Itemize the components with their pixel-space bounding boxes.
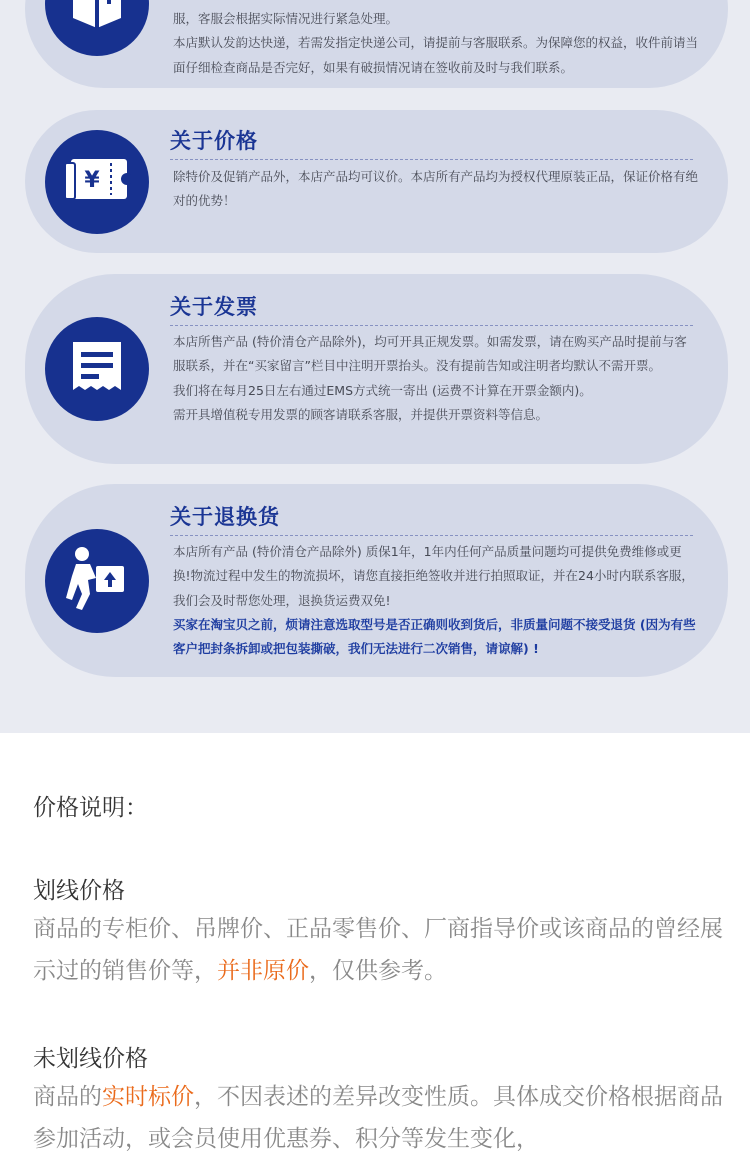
returns-text (173, 540, 698, 661)
card-paragraph: 服，客服会根据实际情况进行紧急处理。 (173, 11, 399, 26)
package-box-icon (65, 0, 129, 38)
divider (170, 325, 693, 326)
strike-price-title: 划线价格 (33, 878, 125, 904)
desc-text: 商品的 (33, 1084, 102, 1110)
card-paragraph: 本店默认发韵达快递，若需发指定快递公司，请提前与客服联系。为保障您的权益，收件前请当面仔细检查商品是否完好，如果有破损情况请在签收前及时与我们联系。 (173, 35, 699, 75)
price-heading: 价格说明： (33, 795, 148, 821)
price-icon-circle (45, 130, 149, 234)
returns-card-title: 关于退换货 (170, 505, 280, 529)
desc-text: ，不因表述的差异改变性质。具体成交价格根据商品参加活动，或会员使用优惠券、积分等发生变化， (33, 1084, 723, 1152)
highlight-text: 实时标价 (102, 1084, 194, 1110)
card-paragraph: 本店所售产品 (特价清仓产品除外)，均可开具正规发票。如需发票，请在购买产品时提前与客服联系，并在“买家留言”栏目中注明开票抬头。没有提前告知或注明者均默认不需开票。 (173, 334, 687, 374)
strike-price-desc (33, 908, 723, 992)
invoice-text (173, 330, 698, 427)
shipping-text (173, 7, 698, 80)
svg-text:¥: ¥ (84, 168, 100, 193)
shipping-icon-circle (45, 0, 149, 56)
divider (170, 159, 693, 160)
yen-ticket-icon (63, 155, 131, 209)
price-card (25, 110, 728, 253)
unstrike-price-desc (33, 1076, 723, 1160)
card-paragraph: 本店所有产品 (特价清仓产品除外) 质保1年，1年内任何产品质量问题均可提供免费维修或更换!物流过程中发生的物流损坏，请您直接拒绝签收并进行拍照取证，并在24小时内联系客服，我们会及时帮您处理，退换货运费双免! (173, 544, 694, 608)
return-delivery-icon (62, 544, 132, 618)
unstrike-price-title: 未划线价格 (33, 1046, 148, 1072)
returns-card (25, 484, 728, 677)
invoice-card-title: 关于发票 (170, 295, 258, 319)
invoice-card (25, 274, 728, 464)
card-paragraph: 我们将在每月25日左右通过EMS方式统一寄出 (运费不计算在开票金额内)。 (173, 382, 592, 398)
invoice-receipt-icon (69, 338, 125, 400)
card-paragraph: 需开具增值税专用发票的顾客请联系客服，并提供开票资料等信息。 (173, 406, 549, 422)
price-explanation-section (0, 733, 750, 1161)
divider (170, 535, 693, 536)
price-text (173, 165, 698, 214)
card-paragraph: 除特价及促销产品外，本店产品均可议价。本店所有产品均为授权代理原装正品，保证价格有绝对的优势！ (173, 169, 699, 209)
shipping-card (25, 0, 728, 88)
highlight-text: 并非原价 (217, 958, 309, 984)
desc-text: 商品的专柜价、吊牌价、正品零售价、厂商指导价或该商品的曾经展示过的销售价等， (33, 916, 723, 984)
desc-text: ，仅供参考。 (309, 958, 447, 984)
invoice-icon-circle (45, 317, 149, 421)
emphasis-note: 买家在淘宝贝之前，烦请注意选取型号是否正确则收到货后，非质量问题不接受退货 (因为有些客户把封条拆卸或把包装撕破，我们无法进行二次销售，请谅解) ! (173, 616, 696, 657)
price-card-title: 关于价格 (170, 129, 258, 153)
returns-icon-circle (45, 529, 149, 633)
